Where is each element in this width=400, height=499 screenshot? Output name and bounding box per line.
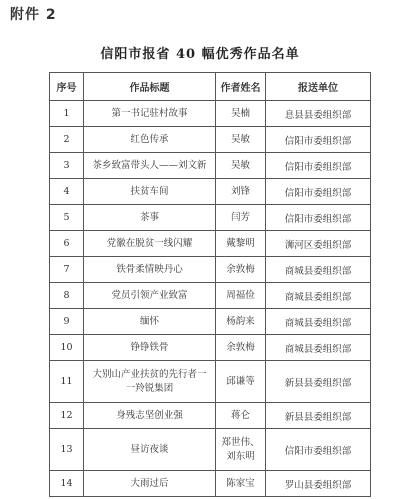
row-number: 8 xyxy=(50,283,84,309)
table-row xyxy=(50,429,371,471)
row-number: 11 xyxy=(50,361,84,403)
row-number: 14 xyxy=(50,471,84,497)
submitting-unit: 商城县委组织部 xyxy=(266,283,371,309)
award-list-table xyxy=(49,72,371,497)
author-name xyxy=(216,257,266,283)
work-title xyxy=(84,205,216,231)
submitting-unit: 浉河区委组织部 xyxy=(266,231,371,257)
author-name xyxy=(216,205,266,231)
submitting-unit: 信阳市委组织部 xyxy=(266,179,371,205)
author-name-line: 闫芳 xyxy=(230,211,250,223)
submitting-unit: 罗山县委组织部 xyxy=(266,471,371,497)
author-name-line: 吴敏 xyxy=(230,159,250,171)
author-name xyxy=(216,309,266,335)
author-name xyxy=(216,429,266,471)
submitting-unit: 新县县委组织部 xyxy=(266,361,371,403)
submitting-unit: 商城县委组织部 xyxy=(266,257,371,283)
table-row xyxy=(50,403,371,429)
header-title: 作品标题 xyxy=(84,73,216,101)
work-title-line: 身残志坚创业强 xyxy=(116,409,183,421)
submitting-unit: 商城县委组织部 xyxy=(266,309,371,335)
work-title xyxy=(84,335,216,361)
submitting-unit: 信阳市委组织部 xyxy=(266,205,371,231)
author-name xyxy=(216,153,266,179)
table-row xyxy=(50,257,371,283)
submitting-unit: 新县县委组织部 xyxy=(266,403,371,429)
author-name xyxy=(216,179,266,205)
submitting-unit: 信阳市委组织部 xyxy=(266,153,371,179)
work-title-line: 茶事 xyxy=(139,211,159,223)
author-name-line: 吴敏 xyxy=(230,133,250,145)
table-header-row xyxy=(50,73,371,101)
table-row xyxy=(50,471,371,497)
author-name-line: 蒋仑 xyxy=(230,409,250,421)
table-row xyxy=(50,153,371,179)
work-title xyxy=(84,101,216,127)
table-row xyxy=(50,179,371,205)
author-name-line: 陈家宝 xyxy=(226,477,255,489)
work-title xyxy=(84,309,216,335)
work-title-line: 铁骨柔情映丹心 xyxy=(116,263,183,275)
work-title xyxy=(84,179,216,205)
author-name-line: 余敦梅 xyxy=(226,341,255,353)
work-title-line: 第一书记驻村故事 xyxy=(111,107,188,119)
table-row xyxy=(50,283,371,309)
row-number: 10 xyxy=(50,335,84,361)
table-row xyxy=(50,361,371,403)
table-row xyxy=(50,127,371,153)
work-title-line: 党员引领产业致富 xyxy=(111,289,188,301)
work-title xyxy=(84,153,216,179)
work-title-line: 一羚锐集团 xyxy=(125,382,174,394)
author-name-line: 戴黎明 xyxy=(226,237,255,249)
row-number: 1 xyxy=(50,101,84,127)
header-author: 作者姓名 xyxy=(216,73,266,101)
work-title-line: 大雨过后 xyxy=(130,477,169,489)
author-name-line: 郑世伟、 xyxy=(221,436,260,448)
author-name xyxy=(216,127,266,153)
work-title-line: 红色传承 xyxy=(130,133,169,145)
author-name-line: 邱谦等 xyxy=(226,375,255,387)
author-name-line: 吴楠 xyxy=(230,107,250,119)
row-number: 7 xyxy=(50,257,84,283)
author-name xyxy=(216,335,266,361)
author-name xyxy=(216,361,266,403)
row-number: 12 xyxy=(50,403,84,429)
author-name xyxy=(216,101,266,127)
author-name-line: 余敦梅 xyxy=(226,263,255,275)
work-title xyxy=(84,429,216,471)
submitting-unit: 商城县委组织部 xyxy=(266,335,371,361)
table-row xyxy=(50,231,371,257)
submitting-unit: 信阳市委组织部 xyxy=(266,429,371,471)
author-name xyxy=(216,231,266,257)
work-title xyxy=(84,127,216,153)
table-row xyxy=(50,205,371,231)
work-title-line: 党徽在脱贫一线闪耀 xyxy=(106,237,193,249)
author-name-line: 刘东明 xyxy=(226,450,255,462)
work-title-line: 铮铮铁骨 xyxy=(130,341,169,353)
author-name-line: 刘锋 xyxy=(230,185,250,197)
row-number: 13 xyxy=(50,429,84,471)
header-unit: 报送单位 xyxy=(266,73,371,101)
work-title xyxy=(84,403,216,429)
document-title: 信阳市报省 40 幅优秀作品名单 xyxy=(100,47,300,62)
work-title xyxy=(84,361,216,403)
table-row xyxy=(50,335,371,361)
work-title xyxy=(84,231,216,257)
row-number: 5 xyxy=(50,205,84,231)
header-number: 序号 xyxy=(50,73,84,101)
author-name-line: 杨韵来 xyxy=(226,315,255,327)
row-number: 2 xyxy=(50,127,84,153)
work-title xyxy=(84,283,216,309)
submitting-unit: 息县县委组织部 xyxy=(266,101,371,127)
row-number: 6 xyxy=(50,231,84,257)
author-name xyxy=(216,283,266,309)
work-title-line: 扶贫车间 xyxy=(130,185,169,197)
author-name-line: 周福俭 xyxy=(226,289,255,301)
annex-label: 附件 2 xyxy=(10,7,57,23)
work-title-line: 茶乡致富带头人——刘文新 xyxy=(92,159,207,171)
work-title-line: 缅怀 xyxy=(139,315,159,327)
work-title xyxy=(84,257,216,283)
author-name xyxy=(216,403,266,429)
work-title-line: 昼访夜谈 xyxy=(130,443,169,455)
author-name xyxy=(216,471,266,497)
work-title xyxy=(84,471,216,497)
table-row xyxy=(50,309,371,335)
row-number: 9 xyxy=(50,309,84,335)
submitting-unit: 信阳市委组织部 xyxy=(266,127,371,153)
work-title-line: 大别山产业扶贫的先行者一 xyxy=(92,368,207,380)
row-number: 3 xyxy=(50,153,84,179)
row-number: 4 xyxy=(50,179,84,205)
table-row xyxy=(50,101,371,127)
